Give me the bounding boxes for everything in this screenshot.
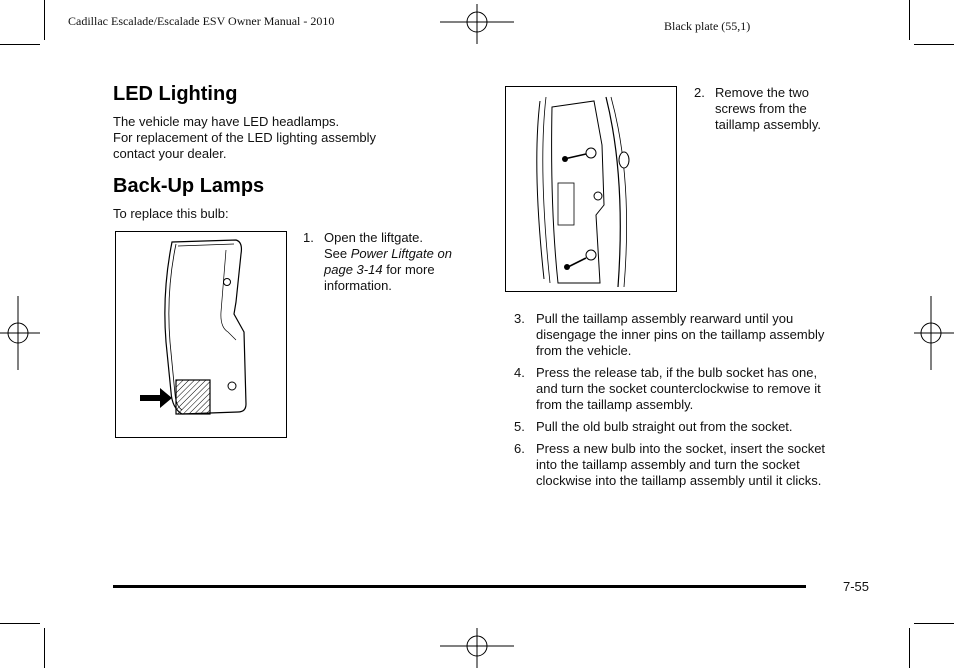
step-3-line-1: Pull the taillamp assembly rearward until you xyxy=(536,311,794,326)
step-1-line-1: Open the liftgate. xyxy=(324,230,424,245)
step-number: 3. xyxy=(514,311,525,326)
taillamp-illustration xyxy=(116,232,286,437)
backup-intro: To replace this bulb: xyxy=(113,206,229,221)
step-1-after: for more xyxy=(386,262,435,277)
crop-mark xyxy=(0,44,40,45)
step-1 xyxy=(303,230,483,294)
step-4-line-2: and turn the socket counterclockwise to remove it xyxy=(536,381,821,396)
step-2 xyxy=(694,85,864,133)
step-3-line-3: from the vehicle. xyxy=(536,343,632,358)
page-number: 7-55 xyxy=(843,579,870,594)
crop-mark xyxy=(0,623,40,624)
step-1-see: See xyxy=(324,246,348,261)
led-line-1: The vehicle may have LED headlamps. xyxy=(113,114,340,129)
led-line-3: contact your dealer. xyxy=(113,146,227,161)
crop-mark xyxy=(44,628,45,668)
section-heading-led-lighting: LED Lighting xyxy=(113,83,238,105)
step-number: 2. xyxy=(694,85,705,100)
crop-mark xyxy=(914,623,954,624)
registration-mark-icon xyxy=(0,296,40,370)
step-number: 6. xyxy=(514,441,525,456)
step-6 xyxy=(514,441,874,489)
step-2-line-3: taillamp assembly. xyxy=(715,117,821,132)
crop-mark xyxy=(909,0,910,40)
step-4 xyxy=(514,365,874,413)
plate-label: Black plate (55,1) xyxy=(664,19,751,33)
step-1-line-4: information. xyxy=(324,278,392,293)
step-6-line-2: into the taillamp assembly and turn the socket xyxy=(536,457,800,472)
step-4-line-3: from the taillamp assembly. xyxy=(536,397,694,412)
taillamp-screws-illustration xyxy=(506,87,676,291)
step-4-line-1: Press the release tab, if the bulb socket has one, xyxy=(536,365,818,380)
step-5-line-1: Pull the old bulb straight out from the socket. xyxy=(536,419,793,434)
registration-mark-icon xyxy=(440,4,514,44)
crop-mark xyxy=(914,44,954,45)
taillamp-bulb-figure xyxy=(115,231,287,438)
cross-reference-link[interactable]: Power Liftgate on xyxy=(350,246,452,261)
step-2-line-1: Remove the two xyxy=(715,85,809,100)
crop-mark xyxy=(909,628,910,668)
registration-mark-icon xyxy=(914,296,954,370)
step-3 xyxy=(514,311,874,359)
step-2-line-2: screws from the xyxy=(715,101,807,116)
cross-reference-page[interactable]: page 3-14 xyxy=(324,262,383,277)
step-5 xyxy=(514,419,874,435)
led-paragraph xyxy=(113,114,376,162)
step-number: 5. xyxy=(514,419,525,434)
registration-mark-icon xyxy=(440,628,514,668)
section-heading-backup-lamps: Back-Up Lamps xyxy=(113,175,265,197)
step-3-line-2: disengage the inner pins on the taillamp assembly xyxy=(536,327,825,342)
crop-mark xyxy=(44,0,45,40)
step-number: 1. xyxy=(303,230,314,245)
led-line-2: For replacement of the LED lighting assembly xyxy=(113,130,377,145)
step-6-line-3: clockwise into the taillamp assembly until it clicks. xyxy=(536,473,822,488)
taillamp-screws-figure xyxy=(505,86,677,292)
step-number: 4. xyxy=(514,365,525,380)
running-header-title: Cadillac Escalade/Escalade ESV Owner Manual - 2010 xyxy=(68,14,335,28)
footer-rule xyxy=(113,585,806,588)
step-6-line-1: Press a new bulb into the socket, insert the socket xyxy=(536,441,826,456)
